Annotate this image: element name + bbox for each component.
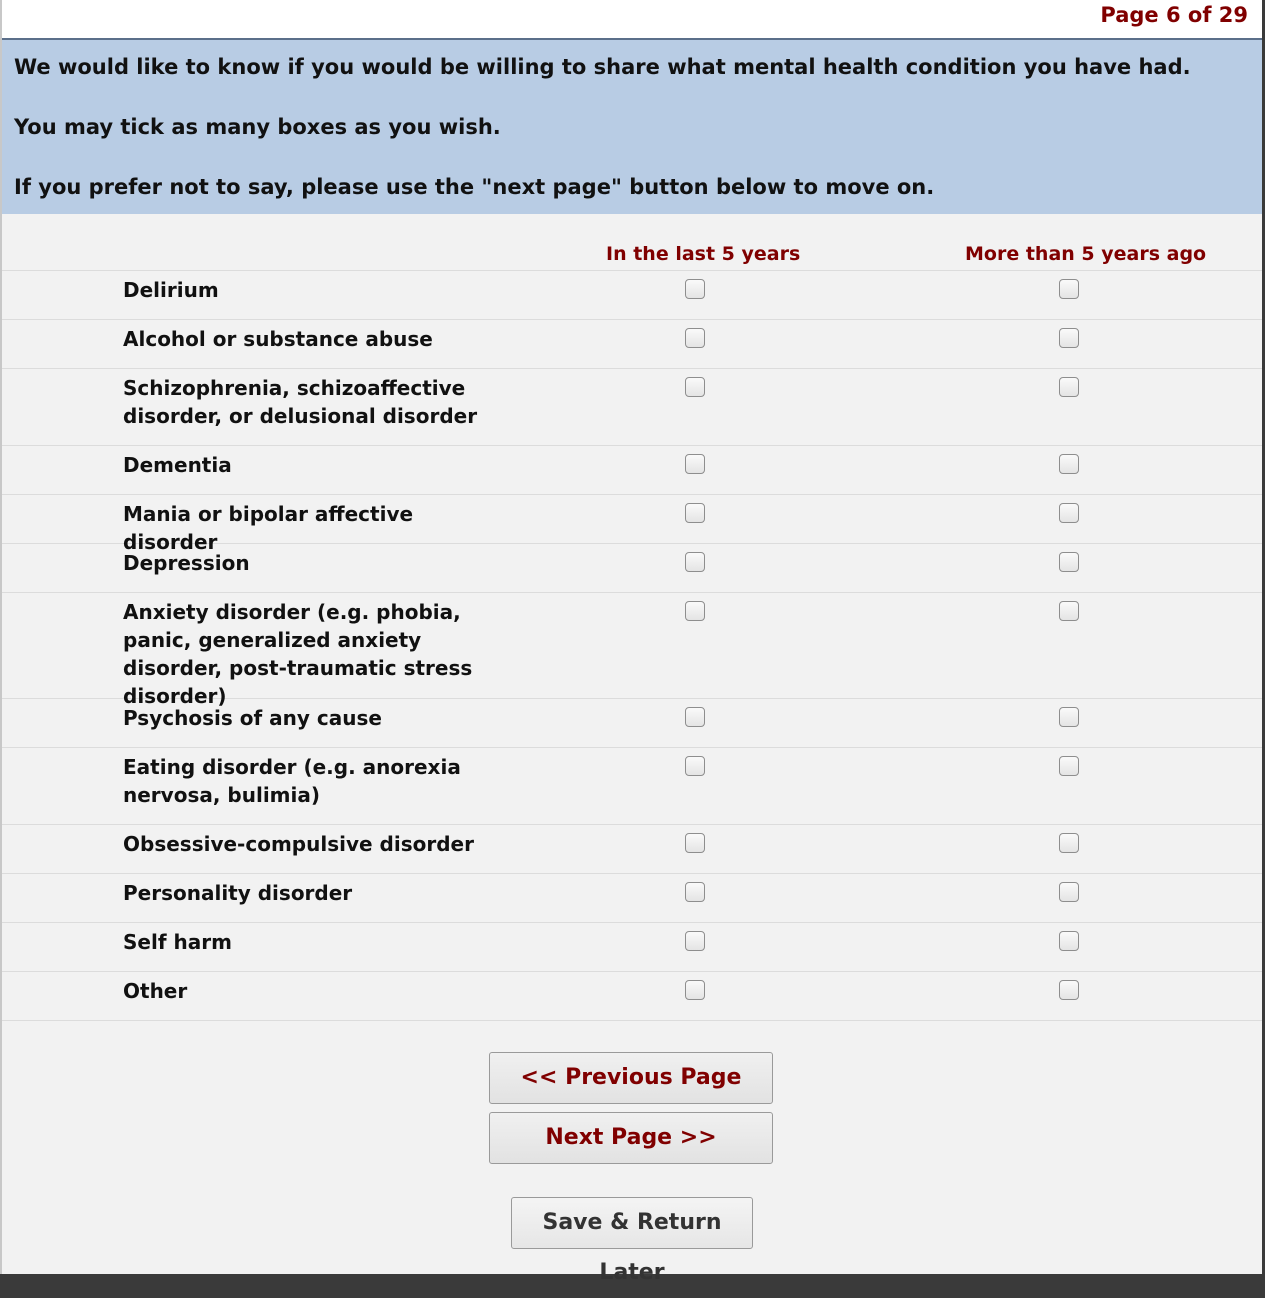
condition-label: Personality disorder [123, 881, 353, 905]
checkbox-more-than-5-years[interactable] [1059, 279, 1079, 299]
checkbox-more-than-5-years[interactable] [1059, 833, 1079, 853]
checkbox-more-than-5-years[interactable] [1059, 503, 1079, 523]
condition-row-personality [2, 874, 1262, 923]
condition-row-schizophrenia [2, 369, 1262, 446]
checkbox-last-5-years[interactable] [685, 980, 705, 1000]
checkbox-last-5-years[interactable] [685, 552, 705, 572]
condition-row-alcohol [2, 320, 1262, 369]
checkbox-last-5-years[interactable] [685, 503, 705, 523]
condition-label: Schizophrenia, schizoaffective disorder, or delusional disorder [123, 376, 478, 428]
condition-row-dementia [2, 446, 1262, 495]
condition-label: Self harm [123, 930, 232, 954]
checkbox-last-5-years[interactable] [685, 707, 705, 727]
checkbox-more-than-5-years[interactable] [1059, 328, 1079, 348]
condition-row-delirium [2, 271, 1262, 320]
checkbox-more-than-5-years[interactable] [1059, 931, 1079, 951]
condition-row-ocd [2, 825, 1262, 874]
checkbox-more-than-5-years[interactable] [1059, 882, 1079, 902]
save-return-later-button[interactable]: Save & Return Later [511, 1197, 753, 1249]
checkbox-more-than-5-years[interactable] [1059, 552, 1079, 572]
conditions-matrix [2, 270, 1262, 1021]
checkbox-last-5-years[interactable] [685, 377, 705, 397]
intro-panel [2, 40, 1262, 214]
checkbox-last-5-years[interactable] [685, 279, 705, 299]
condition-label: Dementia [123, 453, 232, 477]
page-counter: Page 6 of 29 [1100, 3, 1248, 27]
condition-row-other [2, 972, 1262, 1021]
column-header-more-than-5-years: More than 5 years ago [965, 243, 1207, 265]
condition-label: Delirium [123, 278, 219, 302]
intro-line-2: You may tick as many boxes as you wish. [14, 115, 501, 139]
condition-label: Alcohol or substance abuse [123, 327, 433, 351]
checkbox-last-5-years[interactable] [685, 931, 705, 951]
checkbox-more-than-5-years[interactable] [1059, 377, 1079, 397]
condition-label: Obsessive-compulsive disorder [123, 832, 474, 856]
condition-row-self-harm [2, 923, 1262, 972]
checkbox-last-5-years[interactable] [685, 882, 705, 902]
intro-line-3: If you prefer not to say, please use the "next page" button below to move on. [14, 175, 935, 199]
condition-label: Depression [123, 551, 250, 575]
intro-line-1: We would like to know if you would be willing to share what mental health condition you have had. [14, 55, 1191, 79]
checkbox-last-5-years[interactable] [685, 454, 705, 474]
checkbox-last-5-years[interactable] [685, 833, 705, 853]
condition-row-anxiety [2, 593, 1262, 708]
checkbox-more-than-5-years[interactable] [1059, 756, 1079, 776]
condition-label: Other [123, 979, 188, 1003]
condition-row-eating-disorder [2, 748, 1262, 825]
condition-label: Psychosis of any cause [123, 706, 382, 730]
checkbox-last-5-years[interactable] [685, 756, 705, 776]
condition-label: Anxiety disorder (e.g. phobia, panic, generalized anxiety disorder, post-traumatic stress disorder) [123, 600, 473, 708]
next-page-button[interactable]: Next Page >> [489, 1112, 773, 1164]
condition-row-mania [2, 495, 1262, 554]
checkbox-more-than-5-years[interactable] [1059, 454, 1079, 474]
condition-label: Eating disorder (e.g. anorexia nervosa, bulimia) [123, 755, 461, 807]
column-header-last-5-years: In the last 5 years [606, 243, 801, 265]
checkbox-last-5-years[interactable] [685, 601, 705, 621]
checkbox-last-5-years[interactable] [685, 328, 705, 348]
condition-label: Mania or bipolar affective disorder [123, 502, 414, 554]
checkbox-more-than-5-years[interactable] [1059, 601, 1079, 621]
condition-row-depression [2, 544, 1262, 593]
condition-row-psychosis [2, 699, 1262, 748]
top-bar [2, 0, 1262, 40]
checkbox-more-than-5-years[interactable] [1059, 707, 1079, 727]
previous-page-button[interactable]: << Previous Page [489, 1052, 773, 1104]
checkbox-more-than-5-years[interactable] [1059, 980, 1079, 1000]
